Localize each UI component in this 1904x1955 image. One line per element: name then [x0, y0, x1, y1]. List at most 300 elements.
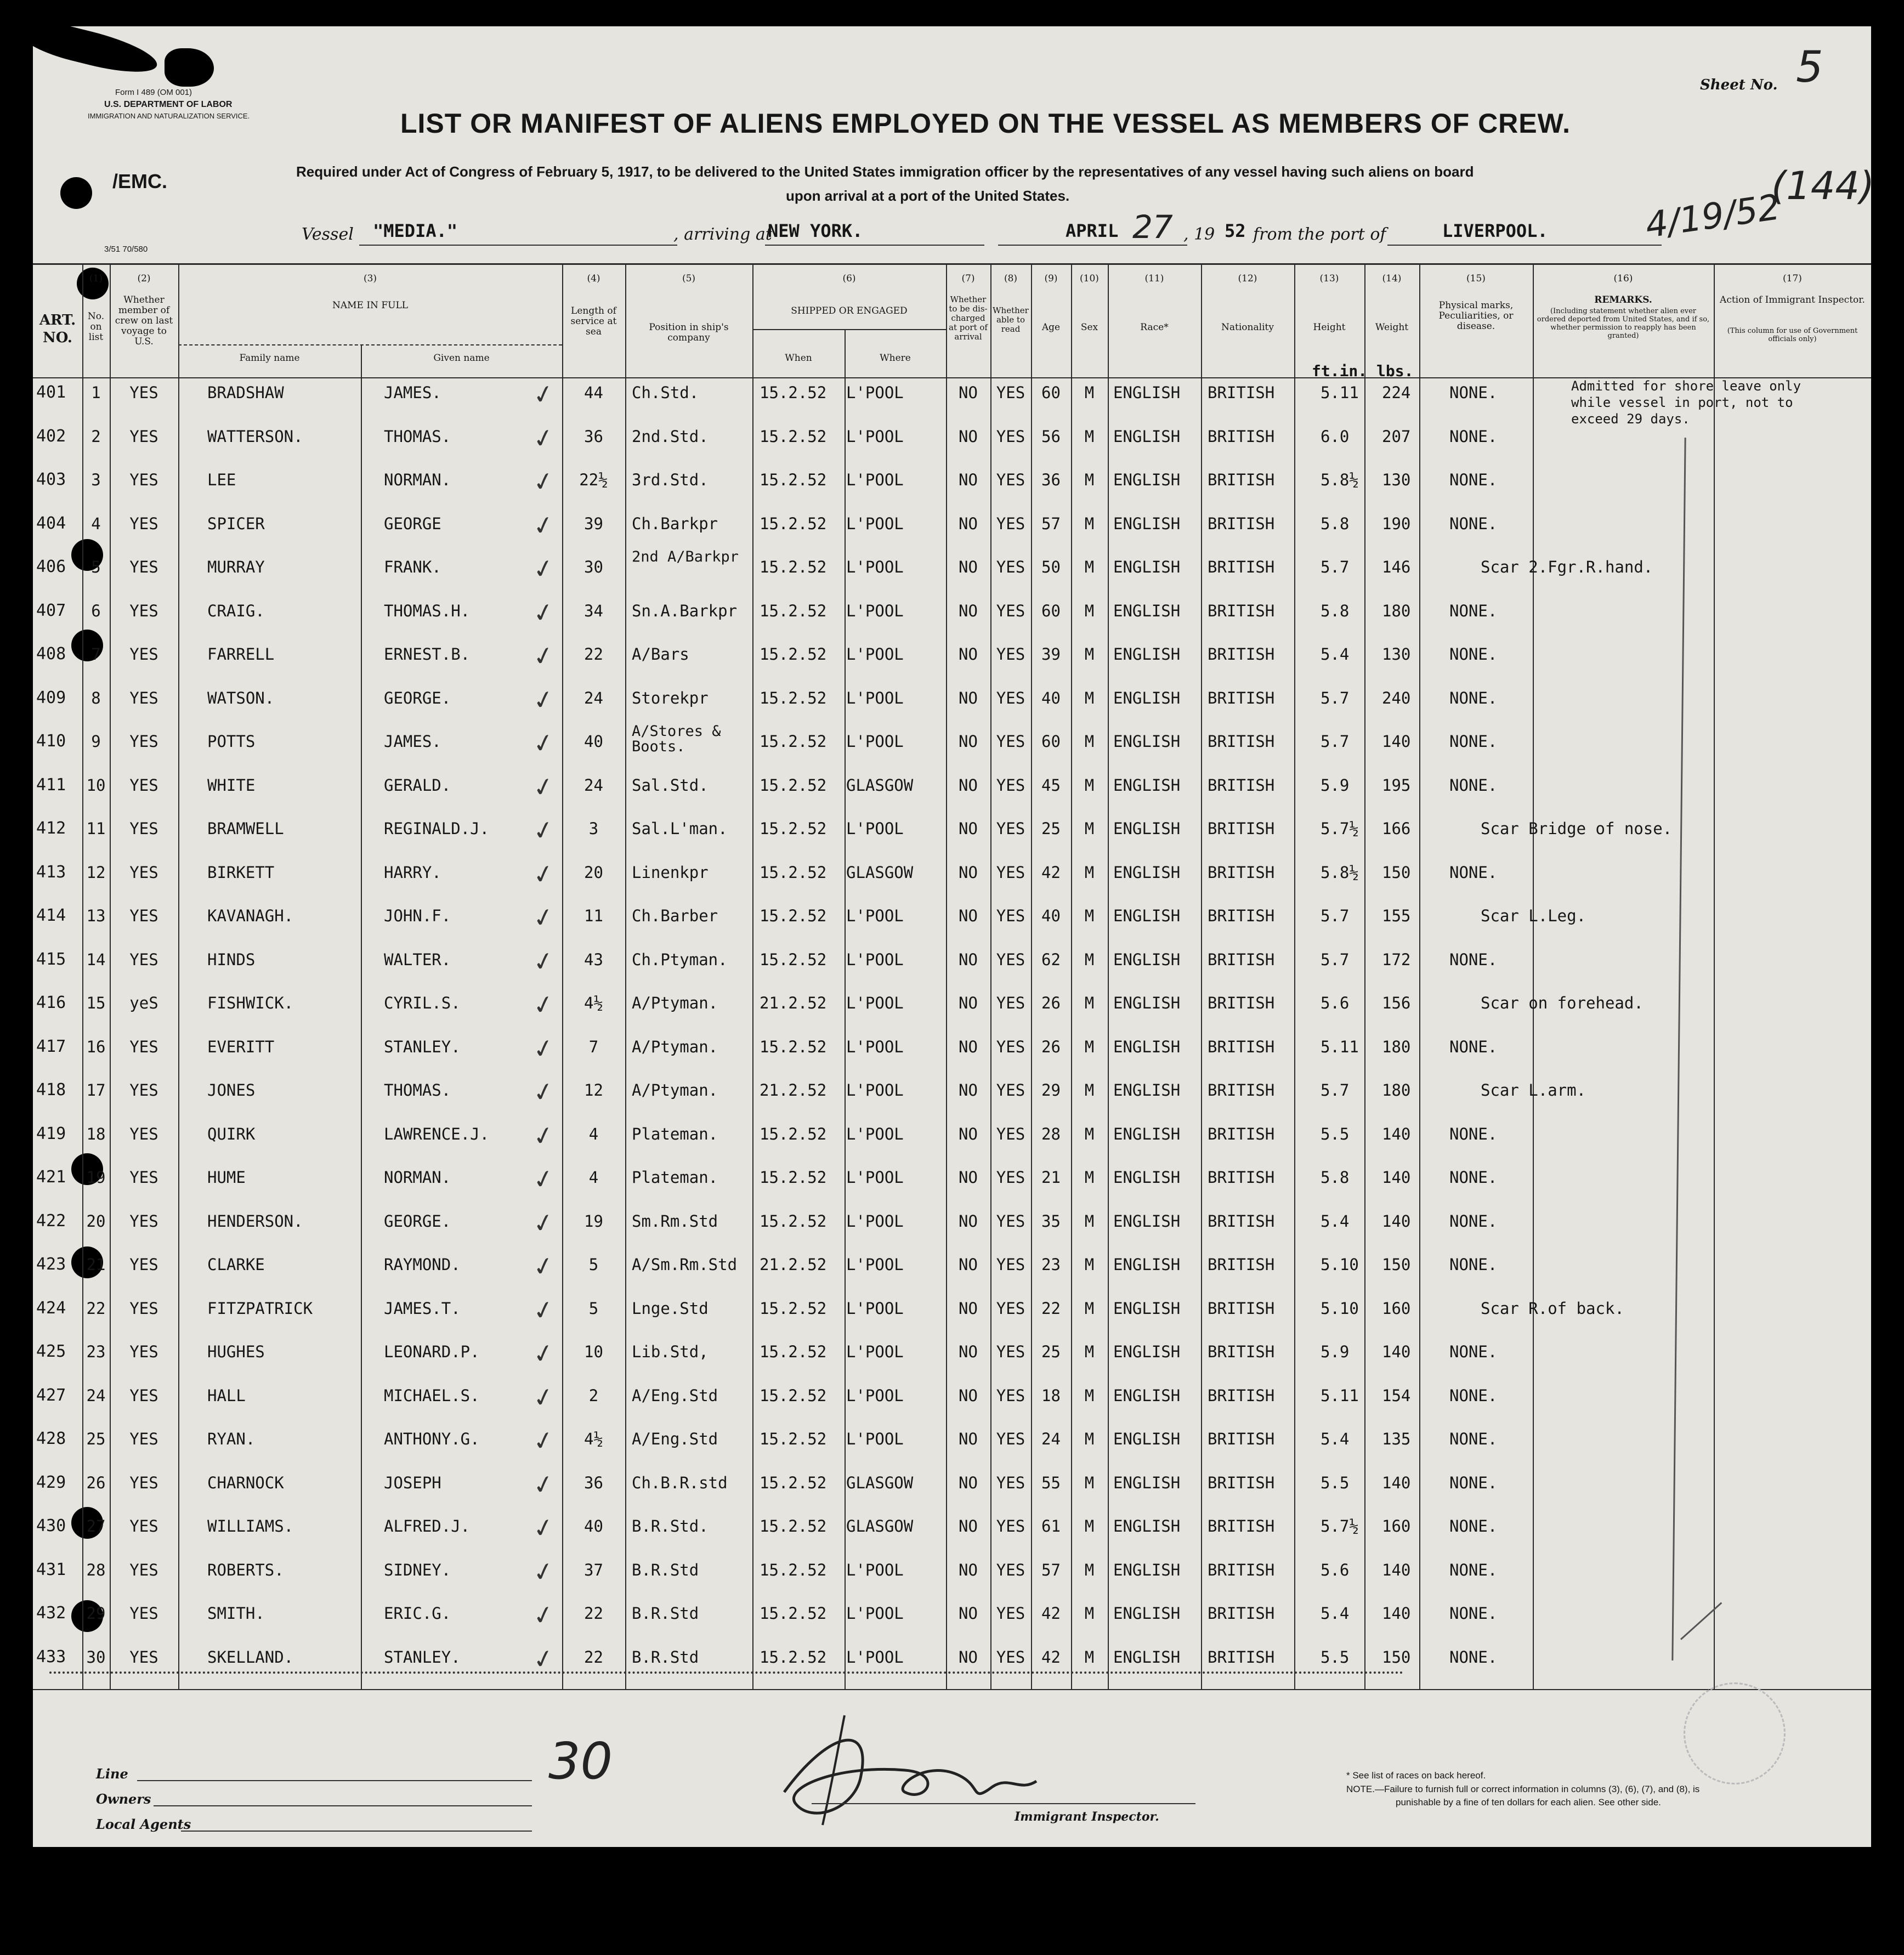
physical-marks: NONE.	[1449, 602, 1498, 620]
race: ENGLISH	[1113, 471, 1181, 489]
nationality: BRITISH	[1208, 383, 1275, 402]
age: 60	[1041, 732, 1061, 751]
sex: M	[1084, 1212, 1095, 1231]
list-number: 19	[86, 1168, 106, 1187]
weight: 140	[1382, 1168, 1411, 1187]
weight: 160	[1382, 1517, 1411, 1535]
member-last-voyage: YES	[129, 1474, 158, 1492]
length-of-service: 40	[584, 732, 603, 751]
weight: 140	[1382, 1125, 1411, 1143]
able-to-read: YES	[996, 1430, 1025, 1448]
table-row	[33, 1249, 1871, 1293]
height: 5.9	[1321, 776, 1350, 795]
position: 2nd.Std.	[632, 427, 709, 446]
physical-marks: NONE.	[1449, 689, 1498, 707]
family-name: RYAN.	[207, 1430, 256, 1448]
check-mark: ✓	[530, 770, 557, 804]
member-last-voyage: YES	[129, 732, 158, 751]
header-position: Position in ship's company	[649, 322, 729, 343]
length-of-service: 22	[584, 645, 603, 664]
given-name: LEONARD.P.	[384, 1342, 480, 1361]
sex: M	[1084, 1604, 1095, 1623]
check-mark: ✓	[530, 377, 557, 411]
races-note: * See list of races on back hereof.	[1346, 1770, 1486, 1781]
list-number: 25	[86, 1430, 106, 1448]
art-number: 403	[36, 470, 66, 489]
arrival-port: NEW YORK.	[768, 220, 863, 241]
weight: 180	[1382, 1038, 1411, 1056]
race: ENGLISH	[1113, 427, 1181, 446]
discharged: NO	[959, 1255, 978, 1274]
shipped-where: L'POOL	[846, 602, 904, 620]
table-row	[33, 1162, 1871, 1206]
shipped-when: 21.2.52	[760, 994, 827, 1012]
position: A/Sm.Rm.Std	[632, 1255, 738, 1274]
list-number: 27	[86, 1517, 106, 1535]
header-when: When	[785, 353, 812, 364]
race: ENGLISH	[1113, 1255, 1181, 1274]
family-name: SMITH.	[207, 1604, 265, 1623]
given-name: THOMAS.	[384, 427, 451, 446]
length-of-service: 36	[584, 1474, 603, 1492]
height: 5.5	[1321, 1125, 1350, 1143]
list-number: 13	[86, 906, 106, 925]
race: ENGLISH	[1113, 776, 1181, 795]
given-name: THOMAS.	[384, 1081, 451, 1100]
shipped-where: L'POOL	[846, 1386, 904, 1405]
header-age: Age	[1041, 322, 1061, 333]
length-of-service: 22	[584, 1648, 603, 1667]
nationality: BRITISH	[1208, 1517, 1275, 1535]
family-name: BIRKETT	[207, 863, 275, 882]
check-mark: ✓	[530, 1032, 557, 1066]
position: Linenkpr	[632, 863, 709, 882]
shipped-when: 15.2.52	[760, 1474, 827, 1492]
table-row	[33, 1598, 1871, 1642]
age: 40	[1041, 689, 1061, 707]
penalty-note-1: NOTE.—Failure to furnish full or correct information in columns (3), (6), (7), and (8), is	[1346, 1784, 1700, 1794]
weight: 140	[1382, 1561, 1411, 1579]
art-number: 421	[36, 1168, 66, 1187]
position: Storekpr	[632, 689, 709, 707]
shipped-when: 15.2.52	[760, 1168, 827, 1187]
check-mark: ✓	[530, 508, 557, 542]
race: ENGLISH	[1113, 645, 1181, 664]
family-name: MURRAY	[207, 558, 265, 576]
race: ENGLISH	[1113, 1386, 1181, 1405]
physical-marks: NONE.	[1449, 471, 1498, 489]
shipped-where: L'POOL	[846, 558, 904, 576]
age: 42	[1041, 1604, 1061, 1623]
given-name: ANTHONY.G.	[384, 1430, 480, 1448]
able-to-read: YES	[996, 558, 1025, 576]
list-number: 30	[86, 1648, 106, 1667]
art-number: 433	[36, 1647, 66, 1667]
given-name: LAWRENCE.J.	[384, 1125, 490, 1143]
shipped-when: 15.2.52	[760, 1212, 827, 1231]
sex: M	[1084, 1081, 1095, 1100]
position: Ch.B.R.std	[632, 1474, 728, 1492]
member-last-voyage: YES	[129, 1038, 158, 1056]
age: 50	[1041, 558, 1061, 576]
able-to-read: YES	[996, 1342, 1025, 1361]
weight: 166	[1382, 819, 1411, 838]
given-name: STANLEY.	[384, 1648, 461, 1667]
weight: 160	[1382, 1299, 1411, 1318]
given-name: GEORGE.	[384, 1212, 451, 1231]
art-number: 410	[36, 732, 66, 751]
member-last-voyage: YES	[129, 1342, 158, 1361]
sex: M	[1084, 1517, 1095, 1535]
height: 5.7	[1321, 1081, 1350, 1100]
check-mark: ✓	[530, 988, 557, 1022]
length-of-service: 4	[588, 1168, 599, 1187]
weight: 180	[1382, 602, 1411, 620]
table-row	[33, 377, 1871, 421]
race: ENGLISH	[1113, 1474, 1181, 1492]
art-number: 432	[36, 1603, 66, 1623]
sex: M	[1084, 689, 1095, 707]
shipped-where: L'POOL	[846, 950, 904, 969]
shipped-when: 15.2.52	[760, 863, 827, 882]
art-number: 409	[36, 688, 66, 707]
length-of-service: 4	[588, 1125, 599, 1143]
list-number: 29	[86, 1604, 106, 1623]
able-to-read: YES	[996, 645, 1025, 664]
given-name: JAMES.T.	[384, 1299, 461, 1318]
member-last-voyage: YES	[129, 1255, 158, 1274]
length-of-service: 5	[588, 1255, 599, 1274]
nationality: BRITISH	[1208, 427, 1275, 446]
nationality: BRITISH	[1208, 1561, 1275, 1579]
list-number: 4	[91, 514, 101, 533]
able-to-read: YES	[996, 383, 1025, 402]
check-mark: ✓	[530, 1162, 557, 1196]
service-name: IMMIGRATION AND NATURALIZATION SERVICE.	[88, 112, 250, 120]
age: 23	[1041, 1255, 1061, 1274]
able-to-read: YES	[996, 1081, 1025, 1100]
sex: M	[1084, 1474, 1095, 1492]
check-mark: ✓	[530, 1119, 557, 1153]
list-number: 1	[91, 383, 101, 402]
sex: M	[1084, 819, 1095, 838]
age: 18	[1041, 1386, 1061, 1405]
physical-marks: Scar R.of back.	[1481, 1299, 1624, 1318]
race: ENGLISH	[1113, 950, 1181, 969]
shipped-when: 15.2.52	[760, 1430, 827, 1448]
able-to-read: YES	[996, 1299, 1025, 1318]
arrival-day: 27	[1132, 208, 1173, 246]
length-of-service: 3	[588, 819, 599, 838]
shipped-where: L'POOL	[846, 1604, 904, 1623]
sex: M	[1084, 471, 1095, 489]
given-name: GEORGE	[384, 514, 441, 533]
emc-code: /EMC.	[112, 170, 168, 192]
race: ENGLISH	[1113, 819, 1181, 838]
remarks-note-line-2: while vessel in port, not to	[1571, 395, 1793, 410]
weight: 224	[1382, 383, 1411, 402]
sex: M	[1084, 950, 1095, 969]
length-of-service: 40	[584, 1517, 603, 1535]
table-row	[33, 1293, 1871, 1337]
member-last-voyage: YES	[129, 427, 158, 446]
family-name: HENDERSON.	[207, 1212, 303, 1231]
header-race: Race*	[1140, 322, 1169, 333]
sheet-number: 5	[1796, 43, 1823, 92]
art-number: 415	[36, 950, 66, 969]
position: A/Ptyman.	[632, 994, 718, 1012]
position: B.R.Std	[632, 1561, 699, 1579]
length-of-service: 44	[584, 383, 603, 402]
physical-marks: NONE.	[1449, 1648, 1498, 1667]
race: ENGLISH	[1113, 1168, 1181, 1187]
check-mark: ✓	[530, 1380, 557, 1414]
shipped-when: 15.2.52	[760, 471, 827, 489]
shipped-where: L'POOL	[846, 1038, 904, 1056]
shipped-where: L'POOL	[846, 689, 904, 707]
race: ENGLISH	[1113, 906, 1181, 925]
able-to-read: YES	[996, 994, 1025, 1012]
discharged: NO	[959, 1299, 978, 1318]
discharged: NO	[959, 1561, 978, 1579]
weight: 146	[1382, 558, 1411, 576]
physical-marks: NONE.	[1449, 514, 1498, 533]
shipped-where: GLASGOW	[846, 1474, 914, 1492]
arriving-label: , arriving at	[673, 225, 772, 244]
shipped-where: L'POOL	[846, 427, 904, 446]
art-number: 414	[36, 906, 66, 925]
shipped-where: L'POOL	[846, 994, 904, 1012]
member-last-voyage: YES	[129, 1648, 158, 1667]
table-row	[33, 1075, 1871, 1119]
given-name: JOSEPH	[384, 1474, 441, 1492]
family-name: WATSON.	[207, 689, 275, 707]
vessel-label: Vessel	[302, 225, 354, 244]
height: 5.8	[1321, 514, 1350, 533]
given-name: JAMES.	[384, 732, 441, 751]
nationality: BRITISH	[1208, 514, 1275, 533]
physical-marks: Scar L.arm.	[1481, 1081, 1586, 1100]
position: Ch.Ptyman.	[632, 950, 728, 969]
sex: M	[1084, 427, 1095, 446]
race: ENGLISH	[1113, 689, 1181, 707]
family-name: BRAMWELL	[207, 819, 284, 838]
shipped-where: L'POOL	[846, 1430, 904, 1448]
check-mark: ✓	[530, 900, 557, 934]
list-number: 18	[86, 1125, 106, 1143]
list-number: 6	[91, 602, 101, 620]
table-row	[33, 639, 1871, 683]
family-name: CRAIG.	[207, 602, 265, 620]
shipped-when: 15.2.52	[760, 689, 827, 707]
discharged: NO	[959, 1125, 978, 1143]
given-name: SIDNEY.	[384, 1561, 451, 1579]
height: 5.11	[1321, 1038, 1359, 1056]
nationality: BRITISH	[1208, 1342, 1275, 1361]
length-of-service: 22½	[579, 471, 608, 489]
age: 26	[1041, 994, 1061, 1012]
header-nationality: Nationality	[1221, 322, 1274, 333]
discharged: NO	[959, 1430, 978, 1448]
age: 42	[1041, 1648, 1061, 1667]
discharged: NO	[959, 1604, 978, 1623]
table-row	[33, 900, 1871, 944]
header-discharged: Whether to be dis-charged at port of arrival	[949, 294, 988, 342]
header-sex: Sex	[1080, 322, 1098, 333]
check-mark: ✓	[530, 1642, 557, 1676]
family-name: LEE	[207, 471, 236, 489]
list-number: 24	[86, 1386, 106, 1405]
weight: 150	[1382, 863, 1411, 882]
handwritten-date: 4/19/52	[1643, 187, 1783, 246]
list-number: 12	[86, 863, 106, 882]
family-name: WATTERSON.	[207, 427, 303, 446]
position: Plateman.	[632, 1125, 718, 1143]
physical-marks: NONE.	[1449, 950, 1498, 969]
art-number: 408	[36, 644, 66, 664]
check-mark: ✓	[530, 1249, 557, 1283]
age: 29	[1041, 1081, 1061, 1100]
check-mark: ✓	[530, 552, 557, 586]
race: ENGLISH	[1113, 994, 1181, 1012]
shipped-where: L'POOL	[846, 514, 904, 533]
member-last-voyage: YES	[129, 1517, 158, 1535]
height: 5.8½	[1321, 863, 1359, 882]
age: 40	[1041, 906, 1061, 925]
able-to-read: YES	[996, 1038, 1025, 1056]
art-number: 419	[36, 1124, 66, 1143]
discharged: NO	[959, 1386, 978, 1405]
shipped-where: L'POOL	[846, 1125, 904, 1143]
physical-marks: NONE.	[1449, 645, 1498, 664]
position: Sn.A.Barkpr	[632, 602, 738, 620]
able-to-read: YES	[996, 1168, 1025, 1187]
physical-marks: NONE.	[1449, 1430, 1498, 1448]
length-of-service: 11	[584, 906, 603, 925]
art-number: 424	[36, 1299, 66, 1318]
position: Ch.Barber	[632, 906, 718, 925]
weight: 155	[1382, 906, 1411, 925]
family-name: JONES	[207, 1081, 256, 1100]
given-name: ALFRED.J.	[384, 1517, 471, 1535]
physical-marks: NONE.	[1449, 1342, 1498, 1361]
discharged: NO	[959, 732, 978, 751]
height: 5.4	[1321, 1604, 1350, 1623]
punch-hole	[60, 177, 92, 209]
local-agents-label: Local Agents	[96, 1816, 191, 1832]
nationality: BRITISH	[1208, 1125, 1275, 1143]
closing-scribble	[49, 1671, 1404, 1674]
nationality: BRITISH	[1208, 994, 1275, 1012]
header-action-inspector: Action of Immigrant Inspector.	[1720, 294, 1865, 305]
shipped-where: L'POOL	[846, 383, 904, 402]
table-row	[33, 723, 1871, 770]
header-weight: Weight	[1375, 322, 1409, 333]
sex: M	[1084, 1342, 1095, 1361]
nationality: BRITISH	[1208, 1299, 1275, 1318]
nationality: BRITISH	[1208, 732, 1275, 751]
length-of-service: 24	[584, 689, 603, 707]
physical-marks: NONE.	[1449, 732, 1498, 751]
height: 5.5	[1321, 1648, 1350, 1667]
member-last-voyage: YES	[129, 602, 158, 620]
shipped-where: L'POOL	[846, 1648, 904, 1667]
shipped-where: L'POOL	[846, 1299, 904, 1318]
discharged: NO	[959, 819, 978, 838]
department-name: U.S. DEPARTMENT OF LABOR	[104, 100, 233, 109]
given-name: STANLEY.	[384, 1038, 461, 1056]
departure-port: LIVERPOOL.	[1442, 220, 1548, 241]
art-number: 401	[36, 383, 66, 402]
member-last-voyage: yeS	[129, 994, 158, 1012]
weight: 140	[1382, 1212, 1411, 1231]
discharged: NO	[959, 1474, 978, 1492]
height: 5.5	[1321, 1474, 1350, 1492]
shipped-where: GLASGOW	[846, 1517, 914, 1535]
member-last-voyage: YES	[129, 383, 158, 402]
nationality: BRITISH	[1208, 689, 1275, 707]
length-of-service: 34	[584, 602, 603, 620]
weight: 135	[1382, 1430, 1411, 1448]
shipped-when: 15.2.52	[760, 558, 827, 576]
position: Sal.Std.	[632, 776, 709, 795]
ink-blot-top-left	[20, 16, 161, 81]
weight: 140	[1382, 1604, 1411, 1623]
age: 62	[1041, 950, 1061, 969]
family-name: SKELLAND.	[207, 1648, 294, 1667]
member-last-voyage: YES	[129, 1168, 158, 1187]
discharged: NO	[959, 471, 978, 489]
nationality: BRITISH	[1208, 1038, 1275, 1056]
family-name: QUIRK	[207, 1125, 256, 1143]
race: ENGLISH	[1113, 1342, 1181, 1361]
member-last-voyage: YES	[129, 1430, 158, 1448]
header-height: Height	[1313, 322, 1346, 333]
list-number: 5	[91, 558, 101, 576]
nationality: BRITISH	[1208, 1648, 1275, 1667]
nationality: BRITISH	[1208, 558, 1275, 576]
table-row	[33, 1119, 1871, 1163]
race: ENGLISH	[1113, 1038, 1181, 1056]
discharged: NO	[959, 1212, 978, 1231]
length-of-service: 43	[584, 950, 603, 969]
header-remarks-sub: (Including statement whether alien ever ordered deported from United States, and if so, whether permission to reapply has been granted)	[1537, 307, 1710, 340]
height: 5.7	[1321, 906, 1350, 925]
list-number: 9	[91, 732, 101, 751]
height: 5.4	[1321, 1212, 1350, 1231]
shipped-when: 15.2.52	[760, 1299, 827, 1318]
position: Sm.Rm.Std	[632, 1212, 718, 1231]
table-row	[33, 988, 1871, 1032]
given-name: NORMAN.	[384, 1168, 451, 1187]
race: ENGLISH	[1113, 558, 1181, 576]
table-row	[33, 421, 1871, 465]
race: ENGLISH	[1113, 1081, 1181, 1100]
art-number: 412	[36, 819, 66, 838]
nationality: BRITISH	[1208, 1604, 1275, 1623]
sex: M	[1084, 1386, 1095, 1405]
length-of-service: 2	[588, 1386, 599, 1405]
given-name: NORMAN.	[384, 471, 451, 489]
check-mark: ✓	[530, 813, 557, 847]
age: 55	[1041, 1474, 1061, 1492]
discharged: NO	[959, 1081, 978, 1100]
sex: M	[1084, 1299, 1095, 1318]
remarks-note-line-3: exceed 29 days.	[1571, 411, 1690, 427]
table-row	[33, 1555, 1871, 1599]
sex: M	[1084, 1168, 1095, 1187]
faint-seal	[1684, 1682, 1786, 1784]
